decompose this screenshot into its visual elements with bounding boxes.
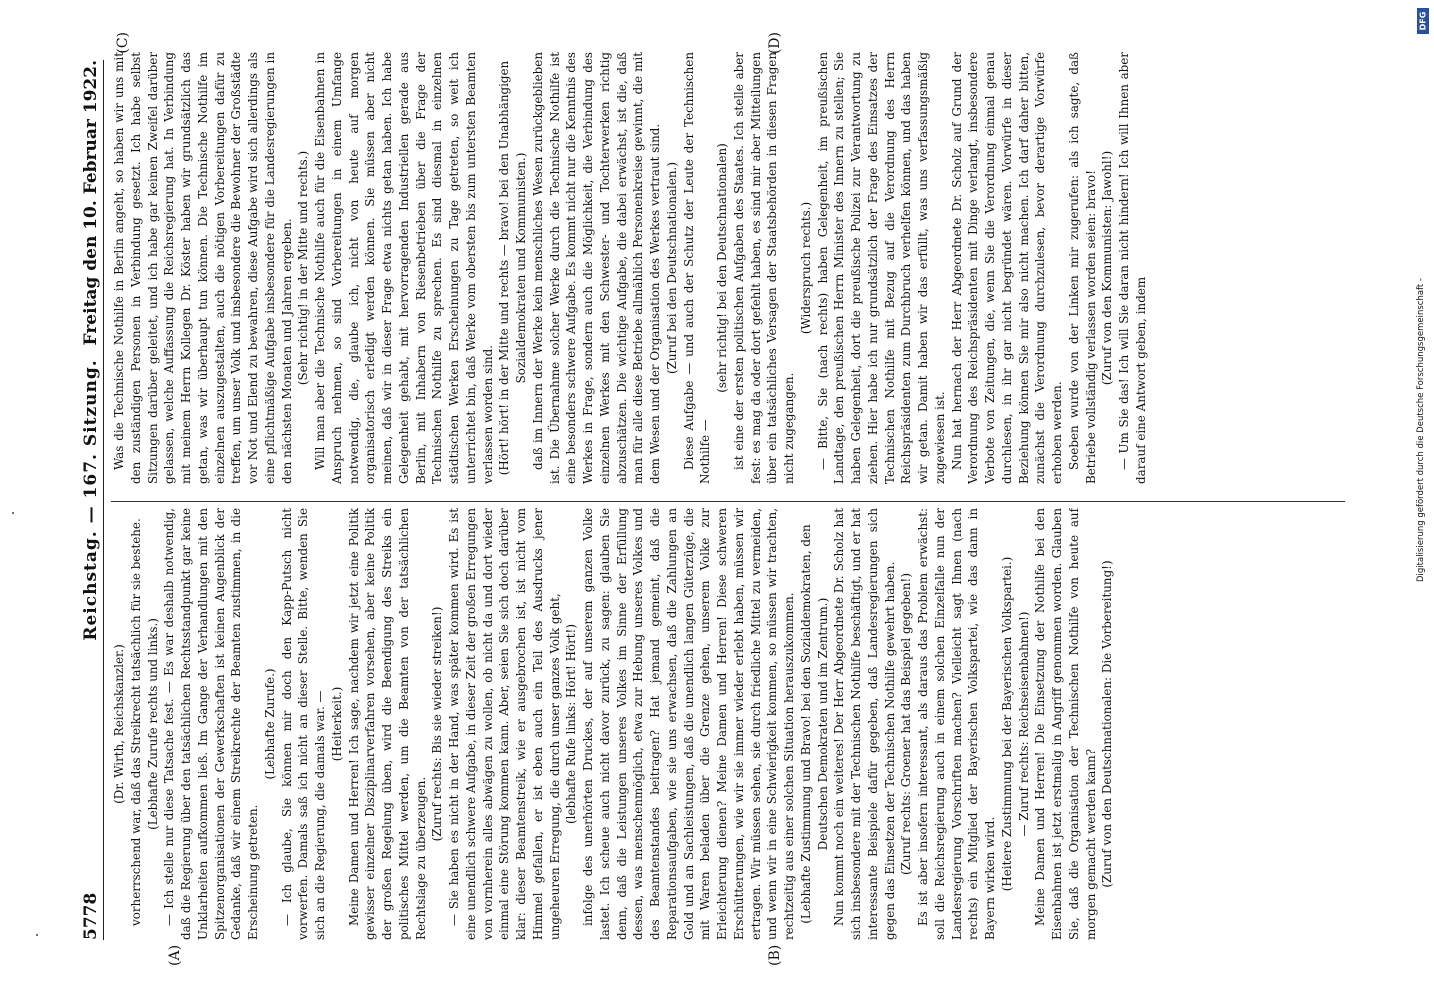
interjection: — Zuruf rechts: Reichseisenbahnen!) [1016,611,1031,837]
column-divider [111,501,1345,502]
rotated-document [67,20,1367,980]
interjection: (Widerspruch rechts.) [798,201,813,335]
interjection: (lebhafte Rufe links: Hört! Hört!) [564,624,579,824]
paragraph: Diese Aufgabe — und auch der Schutz der Leute der Technischen Nothilfe — [681,52,713,484]
interjection: (Lebhafte Zurufe rechts und links.) [145,618,160,830]
paragraph: Nun hat hernach der Herr Abgeordnete Dr. Scholz auf Grund der Verordnung des Reichspräsidenten mit Dinge verlangt, insbesondere Verbote von Zeitungen, die, wenn Sie die Verordnung einmal genau durchlesen, in ihr gar nicht begründet wären. Vorwürfe in dieser Beziehung können Sie mir also nicht machen. Ich darf daher bitten, zunächst die Verordnung durchzulesen, bevor derartige Vorwürfe erhoben werden. [949,52,1064,484]
dfg-logo-text: DFG [1418,11,1428,31]
paragraph: — Bitte, Sie (nach rechts) haben Gelegenheit, im preußischen Landtage, den preußischen Herrn Minister des Innern zu stellen; Sie haben Gelegenheit, dort die preußische Polizei zur Verantwortung zu ziehen. Hier habe ich nur grundsätzlich der Frage des Einsatzes der Technischen Nothilfe mit Bezug auf die Verordnung des Herrn Reichspräsidenten zum Durchbruch verhelfen können, und das haben wir getan. Damit haben wir das erfüllt, was uns verfassungsmäßig zugewiesen ist. [815,52,947,484]
right-column [111,52,1347,484]
interjection: (Sehr richtig! in der Mitte und rechts.) [296,150,311,386]
paragraph: Soeben wurde von der Linken mir zugerufen: als ich sagte, daß Betriebe vollständig verlassen worden seien: bravo! [1066,52,1098,484]
header-date: Freitag den 10. Februar 1922. [81,60,101,346]
running-header [79,60,104,940]
left-column [111,508,1347,940]
interjection: (Zuruf von den Kommunisten: Jawohl!) [1100,150,1115,386]
interjection: (Lebhafte Zustimmung und Bravo! bei den Sozialdemokraten, den Deutschen Demokraten und im Zentrum.) [798,524,830,924]
interjection: (sehr richtig! bei den Deutschnationalen) [715,143,729,393]
paragraph: Es ist aber insofern interessant, als daraus das Problem erwächst: soll die Reichsregierung auch in einem solchen Einzelfalle nun der Landesregierung Vorschriften machen? Vielleicht sagt Ihnen (nach rechts) ein Mitglied der Bayerischen Volkspartei, wie das dann in Bayern wirken wird. [916,508,997,940]
paragraph: — Ich glaube, Sie können mir doch den Kapp-Putsch nicht vorwerfen. Damals saß ich nicht an dieser Stelle. Bitte, wenden Sie sich an die Regierung, die damals war. — [279,508,327,940]
paragraph: Meine Damen und Herren! Ich sage, nachdem wir jetzt eine Politik gewisser einzelner Disziplinarverfahren vorsehen, aber keine Politik der großen Regelung üben, wird die Beendigung des Streiks ein politisches Mittel werden, um die Beamten von der tatsächlichen Rechtslage zu überzeugen. [346,508,428,940]
paragraph: vorherrschend war, daß das Streikrecht tatsächlich für sie bestehe. [128,518,143,926]
paragraph: Nun kommt noch ein weiteres! Der Herr Abgeordnete Dr. Scholz hat sich insbesondere mit der Technischen Nothilfe beschäftigt, und er hat interessante Beispiele dafür gegeben, daß Landesregierungen sich gegen das Einsetzen der Technischen Nothilfe gewehrt haben. [832,508,897,940]
margin-marker-c: (C) [115,32,131,54]
paragraph: infolge des unerhörten Druckes, der auf unserem ganzen Volke lastet. Ich scheue auch nicht davor zurück, zu sagen: glauben Sie denn, daß die Leistungen unseres Volkes im Sinne der Erfüllung dessen, was menschenmöglich, etwa zur Hebung unseres Volkes und des Beamtenstandes beitragen? Hat jemand gemeint, daß die Reparationsaufgaben, wie sie uns erwachsen, daß die Zahlungen an Gold und an Sachleistungen, daß die unendlich langen Güterzüge, die mit Waren beladen über die Grenze gehen, unserem Volke zur Erleichterung dienen? Meine Damen und Herren! Diese schweren Erschütterungen, wie wir sie immer wieder erlebt haben, müssen wir ertragen. Wir müssen sehen, sie durch friedliche Mittel zu vermeiden, und wenn wir in eine Schwierigkeit kommen, so müssen wir trachten, rechtzeitig aus einer solchen Situation herauszukommen. [581,508,796,940]
interjection: (Zuruf von den Deutschnationalen: Die Vorbereitung!) [1100,560,1115,888]
paragraph: — Um Sie das! Ich will Sie daran nicht hindern! Ich will Ihnen aber darauf eine Antwort geben, indem [1117,52,1148,484]
interjection: (Zuruf rechts: Bis sie wieder streiken!) [430,606,445,842]
paragraph: daß im Innern der Werke kein menschliches Wesen zurückgeblieben ist. Die Übernahme solcher Werke durch die Technische Nothilfe ist eine besonders schwere Aufgabe. Es kommt nicht nur die Kenntnis des Werkes in Frage, sondern auch die Möglichkeit, die Verbindung des einzelnen Werkes mit den Schwester- und Tochterwerken richtig abzuschätzen. Die wichtige Aufgabe, die dabei erwächst, ist die, daß man für alle diese Betriebe allmählich Personenkreise gewinnt, die mit dem Wesen und der Organisation des Werkes vertraut sind. [530,52,662,484]
margin-marker-b: (B) [767,944,783,966]
interjection: (Hört! hört! in der Mitte und rechts — bravo! bei den Unabhängigen Sozialdemokraten und Kommunisten.) [497,60,528,476]
paragraph: — Sie haben es nicht in der Hand, was später kommen wird. Es ist eine unendlich schwere Aufgabe, in dieser Zeit der großen Erregungen von vornherein alles abwägen zu wollen, ob nicht da und dort wieder einmal eine Störung kommen kann. Aber, seien Sie sich doch darüber klar: dieser Beamtenstreik, wie er ausgebrochen ist, ist nicht vom Himmel gefallen, er ist eben auch ein Teil des Ausdrucks jener ungeheuren Erregung, die durch unser ganzes Volk geht, [447,508,562,940]
paragraph: — Ich stelle nur diese Tatsache fest. — Es war deshalb notwendig, daß die Regierung über den tatsächlichen Rechtsstandpunkt gar keine Unklarheiten aufkommen ließ. Im Gange der Verhandlungen mit den Spitzenorganisationen der Gewerkschaften ist keinen Augenblick der Gedanke, daß wir einem Streikrechte der Beamten zustimmen, in die Erscheinung getreten. [162,508,260,940]
margin-marker-d: (D) [767,32,783,55]
paragraph: ist eine der ersten politischen Aufgaben des Staates. Ich stelle aber fest: es mag da oder dort gefehlt haben, es sind mir aber Mitteilungen über ein tatsächliches Versagen der Staatsbehörden in diesen Fragen nicht zugegangen. [731,52,796,484]
interjection: (Heiterkeit.) [329,686,344,762]
scan-speck [12,512,14,514]
interjection: (Zuruf bei den Deutschnationalen.) [664,162,679,374]
paragraph: Meine Damen und Herren! Die Einsetzung der Nothilfe bei den Eisenbahnen ist jetzt erstmalig in Angriff genommen worden. Glauben Sie, daß die Organisation der Technischen Nothilfe von heute auf morgen gemacht werden kann? [1033,508,1098,940]
credit-text: Digitalisierung gefördert durch die Deutsche Forschungsgemeinschaft - [1416,278,1426,582]
interjection: (Zuruf rechts: Groener hat das Beispiel gegeben!) [899,573,914,875]
margin-marker-a: (A) [167,944,183,966]
interjection: (Heitere Zustimmung bei der Bayerischen Volkspartei.) [999,556,1014,892]
paragraph: Was die Technische Nothilfe in Berlin angeht, so haben wir uns mit den zuständigen Personen in Verbindung gesetzt. Ich habe selbst Sitzungen darüber geleitet, und ich habe gar keinen Zweifel darüber gelassen, welche Auffassung die Reichsregierung hat. In Verbindung mit meinem Herrn Kollegen Dr. Köster haben wir grundsätzlich das getan, was wir überhaupt tun können. Die Technische Nothilfe im einzelnen auszugestalten, auch die nötigen Vorbereitungen dafür zu treffen, um unser Volk und insbesondere die Bewohner der Großstädte vor Not und Elend zu bewahren, diese Aufgabe wird sich allerdings als eine pflichtmäßige Aufgabe insbesondere für die Landesregierungen in den nächsten Monaten und Jahren ergeben. [112,52,294,484]
interjection: (Lebhafte Zurufe.) [262,668,277,780]
speaker-line: (Dr. Wirth, Reichskanzler.) [112,644,126,804]
paragraph: Will man aber die Technische Nothilfe auch für die Eisenbahnen in Anspruch nehmen, so sind Vorbereitungen in einem Umfange notwendig, die, glaube ich, nicht von heute auf morgen organisatorisch erledigt werden können. Sie müssen aber nicht meinen, daß wir in dieser Frage etwa nichts getan haben. Ich habe Gelegenheit gehabt, mit hervorragenden Industriellen gerade aus Berlin, mit Inhabern von Riesenbetrieben über die Frage der Technischen Nothilfe zu sprechen. Es sind diesmal in einzelnen städtischen Werken Erscheinungen zu Tage getreten, so weit ich unterrichtet bin, daß Werke vom obersten bis zum untersten Beamten verlassen worden sind. [313,52,495,484]
page-number: 5778 [81,892,101,940]
digitization-credit [1414,10,1428,710]
scan-speck [36,934,38,936]
header-title: Reichstag. — 167. Sitzung. [81,359,101,641]
